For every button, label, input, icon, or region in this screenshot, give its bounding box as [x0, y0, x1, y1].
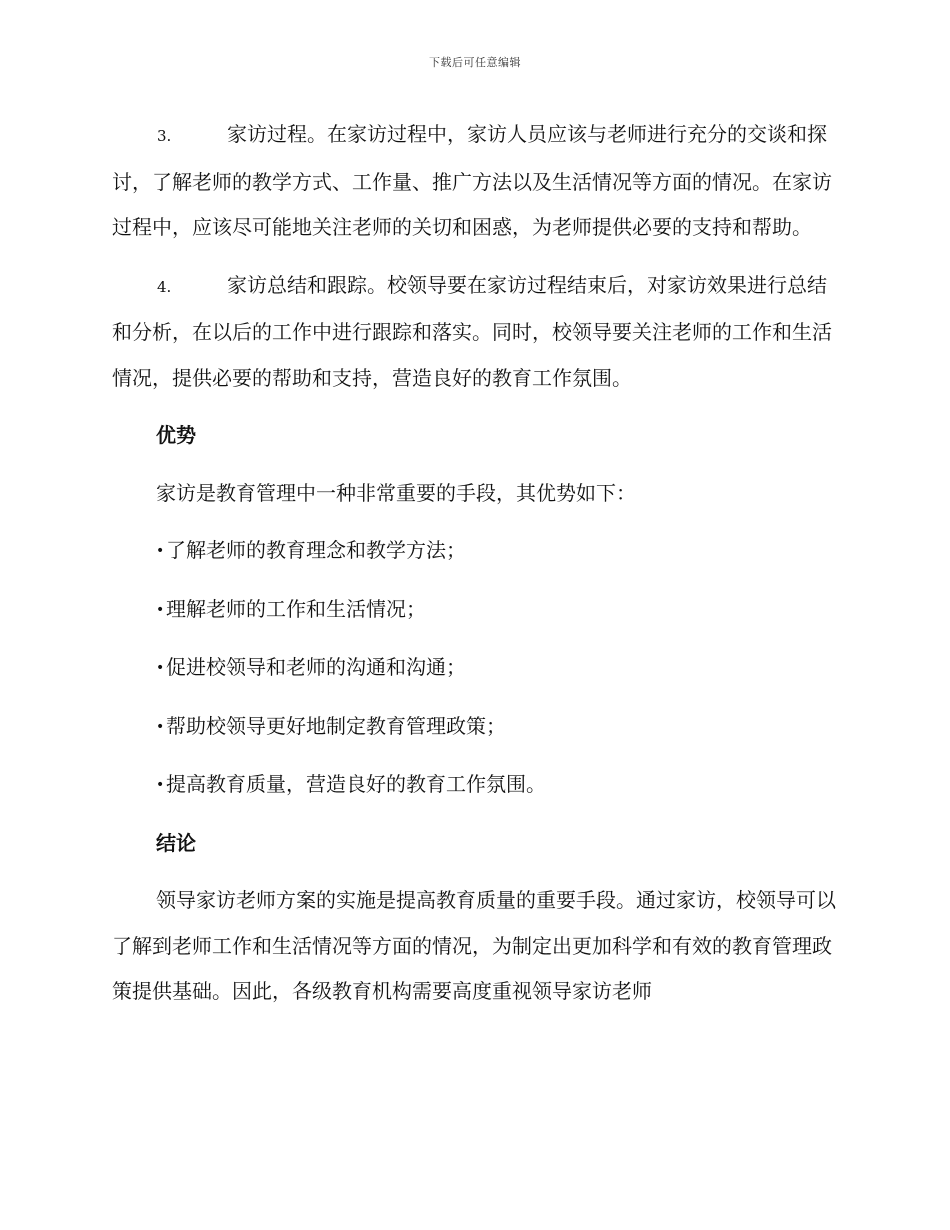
bullet-text: 提高教育质量，营造良好的教育工作氛围。 [166, 772, 546, 796]
bullet-text: 理解老师的工作和生活情况； [166, 596, 426, 621]
bullet-item [156, 645, 837, 692]
conclusion-paragraph: 领导家访老师方案的实施是提高教育质量的重要手段。通过家访，校领导可以了解到老师工作和生活情况等方面的情况，为制定出更加科学和有效的教育管理政策提供基础。因此，各级教育机构需要高度重视领导家访老师 [112, 888, 836, 1003]
bullet-item [156, 762, 837, 809]
bullet-dot-icon: • [156, 543, 165, 559]
numbered-paragraph-3 [112, 112, 837, 251]
paragraph-text: 家访过程。在家访过程中，家访人员应该与老师进行充分的交谈和探讨，了解老师的教学方式、工作量、推广方法以及生活情况等方面的情况。在家访过程中，应该尽可能地关注老师的关切和困惑，为老师提供必要的支持和帮助。 [112, 122, 832, 239]
bullet-text: 促进校领导和老师的沟通和沟通； [166, 655, 466, 679]
bullet-text: 帮助校领导更好地制定教育管理政策； [166, 713, 506, 738]
bullet-text: 了解老师的教育理念和教学方法； [166, 538, 466, 562]
item-number: 3. [157, 127, 172, 145]
section-heading-advantages: 优势 [156, 423, 196, 447]
bullet-dot-icon: • [156, 660, 165, 676]
item-number: 4. [157, 277, 172, 296]
bullet-dot-icon: • [156, 777, 165, 793]
section-heading-conclusion: 结论 [156, 830, 196, 855]
page-header: 下载后可任意编辑 [429, 56, 521, 69]
numbered-paragraph-4 [112, 263, 837, 402]
advantages-intro: 家访是教育管理中一种非常重要的手段，其优势如下： [156, 480, 636, 505]
document-body [112, 112, 837, 1027]
bullet-dot-icon: • [156, 601, 165, 618]
bullet-item [156, 704, 837, 751]
bullet-dot-icon: • [156, 718, 165, 735]
bullet-item [156, 587, 837, 634]
bullet-item [156, 528, 837, 575]
paragraph-text: 家访总结和跟踪。校领导要在家访过程结束后，对家访效果进行总结和分析，在以后的工作中进行跟踪和落实。同时，校领导要关注老师的工作和生活情况，提供必要的帮助和支持，营造良好的教育工作氛围。 [112, 272, 832, 390]
